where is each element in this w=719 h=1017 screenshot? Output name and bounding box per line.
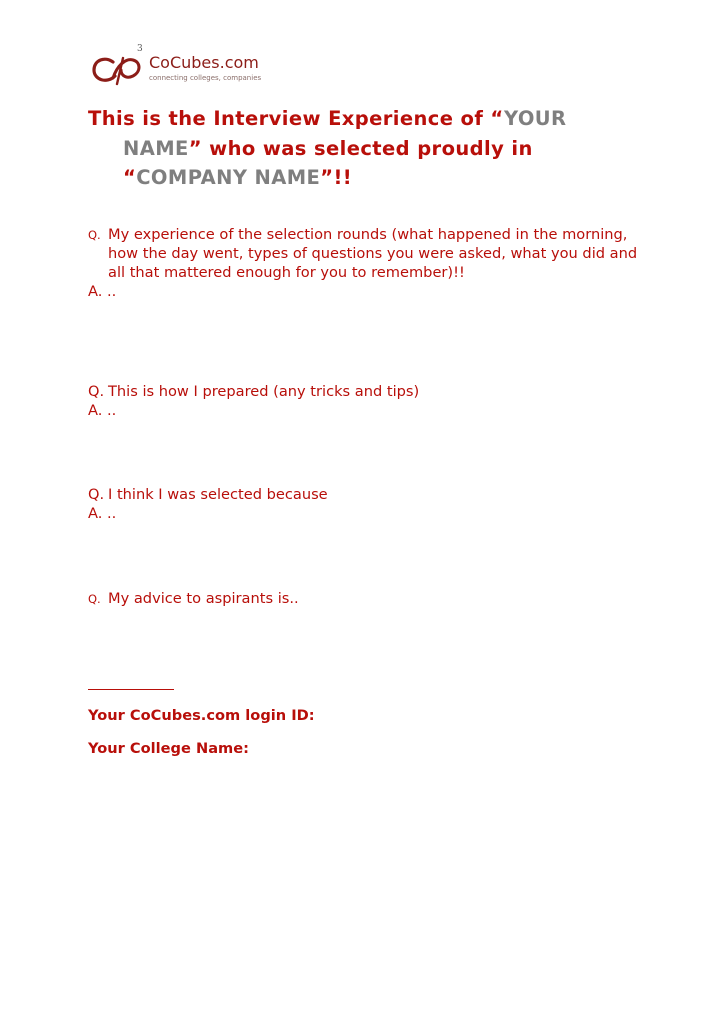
question-prefix: Q. [88,383,105,400]
page-title [88,104,628,193]
name-placeholder-cont: NAME [123,136,189,160]
answer-3: A. .. [88,505,117,522]
name-placeholder: YOUR [504,107,567,130]
question-text: This is how I prepared (any tricks and tips) [108,383,420,400]
signature-rule [88,689,174,690]
question-text: My advice to aspirants is.. [108,590,299,607]
logo-name: CoCubes.com [149,53,259,72]
company-placeholder: COMPANY NAME [136,166,321,189]
title-line-1 [88,104,628,134]
question-block-1 [88,225,648,301]
title-text: This is the Interview Experience of “ [88,107,504,130]
title-text: ” who was selected proudly in [188,136,533,160]
question-block-2 [88,382,648,420]
answer-2: A. .. [88,402,117,419]
question-text: My experience of the selection rounds (what happened in the morning, how the day went, types of questions you were asked, what you did and all that mattered enough for you to remember)!! [108,226,638,281]
question-prefix: Q. [88,592,101,606]
question-3 [88,485,648,504]
college-name-label: Your College Name: [88,740,249,757]
question-prefix: Q. [88,486,105,503]
answer-1: A. .. [88,283,117,300]
question-1 [88,225,648,282]
question-block-4 [88,589,648,608]
question-4 [88,589,648,608]
question-block-3 [88,485,648,523]
title-line-3 [88,163,628,193]
logo-superscript: 3 [137,44,143,54]
title-text: ”!! [320,166,353,189]
title-text: “ [123,166,137,189]
question-2 [88,382,648,401]
title-line-2 [88,134,628,164]
cocubes-logo [91,44,271,88]
question-prefix: Q. [88,228,101,242]
login-id-label: Your CoCubes.com login ID: [88,707,315,724]
logo-tagline: connecting colleges, companies [149,74,262,82]
question-text: I think I was selected because [108,486,328,503]
